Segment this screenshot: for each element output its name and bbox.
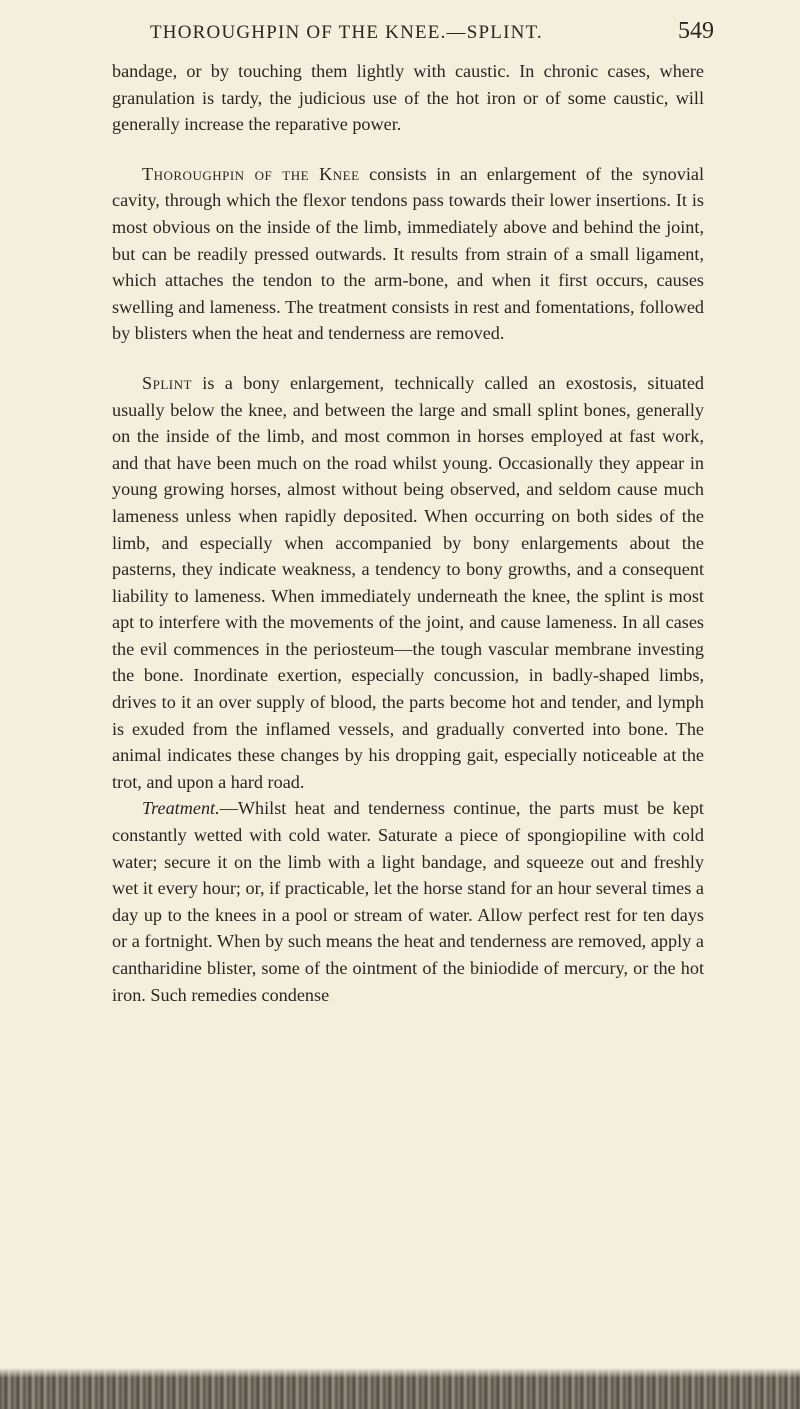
paragraph-treatment-text: —Whilst heat and tenderness continue, the parts must be kept constantly wetted with cold water. Saturate a piece of spongiopiline with cold water; secure it on the limb with a light bandage, and squeeze out and freshly wet it every hour; or, if practicable, let the horse stand for an hour several times a day up to the knees in a pool or stream of water. Allow perfect rest for ten days or a fortnight. When by such means the heat and tenderness are removed, apply a cantharidine blister, some of the ointment of the biniodide of mercury, or the hot iron. Such remedies condense <box>112 798 704 1005</box>
page-body <box>112 58 704 1008</box>
section-heading-splint: Splint <box>142 372 192 393</box>
paragraph-continuation: bandage, or by touching them lightly with caustic. In chronic cases, where granulation is tardy, the judicious use of the hot iron or of some caustic, will generally increase the reparative power. <box>112 61 704 135</box>
running-title: THOROUGHPIN OF THE KNEE.—SPLINT. <box>150 22 543 43</box>
scan-edge-band <box>0 1368 800 1409</box>
paragraph-thoroughpin <box>112 161 704 347</box>
page-number: 549 <box>678 18 714 44</box>
paragraph-treatment <box>112 795 704 1008</box>
subheading-treatment: Treatment. <box>142 798 220 819</box>
paragraph-thoroughpin-text: consists in an enlargement of the synovial cavity, through which the flexor tendons pass towards their lower insertions. It is most obvious on the inside of the limb, immediately above and behind the joint, but can be readily pressed outwards. It results from strain of a small ligament, which attaches the tendon to the arm-bone, and when it first occurs, causes swelling and lameness. The treatment consists in rest and fomentations, followed by blisters when the heat and tenderness are removed. <box>112 163 704 344</box>
paragraph-splint <box>112 370 704 796</box>
paragraph-splint-text: is a bony enlargement, technically called an exostosis, situated usually below the knee, and between the large and small splint bones, generally on the inside of the limb, and most common in horses employed at fast work, and that have been much on the road whilst young. Occasionally they appear in young growing horses, almost without being observed, and seldom cause much lameness unless when rapidly deposited. When occurring on both sides of the limb, and especially when accompanied by bony enlargements about the pasterns, they indicate weakness, a tendency to bony growths, and a consequent liability to lameness. When immediately underneath the knee, the splint is most apt to interfere with the movements of the joint, and cause lameness. In all cases the evil commences in the periosteum—the tough vascular membrane investing the bone. Inordinate exertion, especially concussion, in badly-shaped limbs, drives to it an over supply of blood, the parts become hot and tender, and lymph is exuded from the inflamed vessels, and gradually converted into bone. The animal indicates these changes by his dropping gait, especially noticeable at the trot, and upon a hard road. <box>112 372 704 792</box>
section-heading-thoroughpin: Thoroughpin of the Knee <box>142 163 360 184</box>
